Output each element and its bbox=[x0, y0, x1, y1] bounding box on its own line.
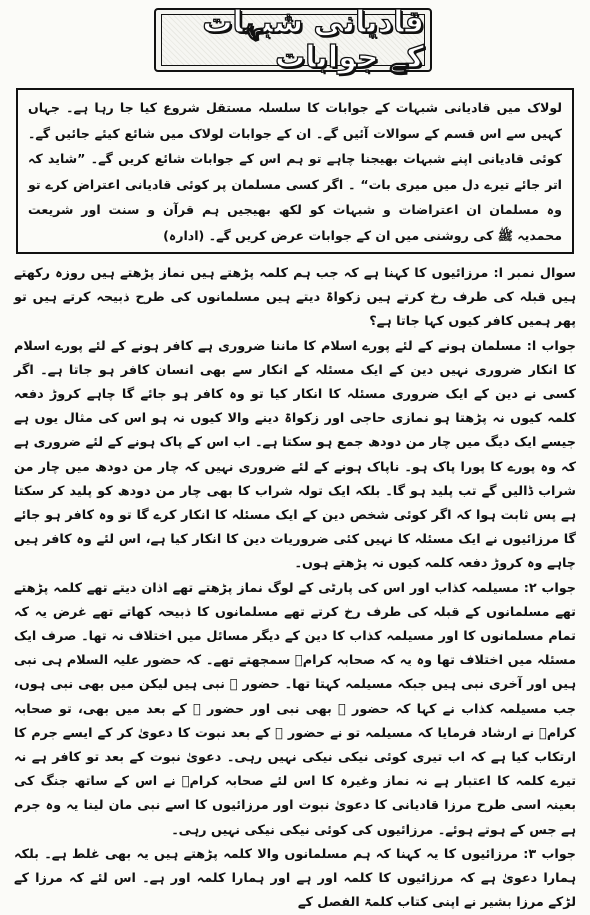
editorial-note-text: لولاک میں قادیانی شبہات کے جوابات کا سلسلہ مستقل شروع کیا جا رہا ہے۔ جہاں کہیں سے اس قسم کے سوالات آئیں گے۔ ان کے جوابات لولاک میں شائع کیئے جائیں گے۔ کوئی قادیانی اپنے شبہات بھیجنا چاہے تو ہم اس کے جوابات شائع کریں گے۔ ”شاید کہ اتر جائے تیرے دل میں میری بات“ ۔ اگر کسی مسلمان پر کوئی قادیانی اعتراض کرے تو وہ مسلمان ان اعتراضات و شبہات کو لکھ بھیجیں ہم قرآن و سنت اور شریعت محمدیہ ﷺ کی روشنی میں ان کے جوابات عرض کریں گے۔ (ادارہ) bbox=[28, 100, 562, 243]
title-frame-inner bbox=[161, 5, 425, 75]
question-1: سوال نمبر ا: مرزائیوں کا کہنا ہے کہ جب ہم کلمہ پڑھتے ہیں نماز پڑھتے ہیں روزہ رکھتے ہیں قبلہ کی طرف رخ کرتے ہیں زکواۃ دیتے ہیں مسلمانوں کی طرح ذبیحہ کرتے ہیں تو پھر ہمیں کافر کیوں کہا جاتا ہے؟ bbox=[14, 266, 576, 330]
answer-1: جواب ا: مسلمان ہونے کے لئے پورے اسلام کا ماننا ضروری ہے کافر ہونے کے لئے پورے اسلام کا انکار ضروری نہیں دین کے ایک مسئلہ کے انکار سے بھی انسان کافر ہو جاتا ہے۔ اگر کسی نے دین کے ایک ضروری مسئلہ کا انکار کیا تو وہ کافر ہو جائے گا چاہے کروڑ دفعہ کلمہ کیوں نہ پڑھتا ہو نمازی حاجی اور زکواۃ دینے والا کیوں نہ ہو اس کی مثال یوں ہے جیسے ایک دیگ میں چار من دودھ جمع ہو سکتا ہے۔ اب اس کے پاک ہونے کے لئے ضروری ہے کہ وہ پورے کا پورا پاک ہو۔ ناپاک ہونے کے لئے ضروری نہیں کہ چار من دودھ میں چار من شراب ڈالیں گے تب پلید ہو گا۔ بلکہ ایک تولہ شراب کا بھی چار من دودھ کو پلید کر سکتا ہے پس ثابت ہوا کہ اگر کوئی شخص دین کے ایک مسئلہ کا انکار کرے گا تو وہ کافر ہو جائے گا مرزائیوں نے ایک مسئلہ کا نہیں کئی ضروریات دین کا انکار کیا ہے، اس لئے وہ کافر ہیں چاہے وہ کروڑ دفعہ کلمہ کیوں نہ پڑھتے ہوں۔ bbox=[14, 338, 576, 572]
page-title: قادیانی شبہات کے جوابات bbox=[202, 5, 424, 75]
answer-2: جواب ۲: مسیلمہ کذاب اور اس کی پارٹی کے لوگ نماز پڑھتے تھے اذان دیتے تھے کلمہ پڑھتے تھے مسلمانوں کے قبلہ کی طرف رخ کرتے تھے مسلمانوں کا ذبیحہ کھاتے تھے غرض یہ کہ تمام مسلمانوں کا اور مسیلمہ کذاب کا دین کے دیگر مسائل میں اختلاف نہ تھا۔ صرف ایک مسئلہ میں اختلاف تھا وہ یہ کہ صحابہ کرامؓ سمجھتے تھے۔ کہ حضور علیہ السلام ہی نبی ہیں اور آخری نبی ہیں جبکہ مسیلمہ کہتا تھا۔ حضور ﷺ نبی ہیں لیکن میں بھی نبی ہوں، جب مسیلمہ کذاب نے کہا کہ حضور ﷺ بھی نبی اور حضور ﷺ کے بعد میں بھی، تو صحابہ کرامؓ نے ارشاد فرمایا کہ مسیلمہ تو نے حضور ﷺ کے بعد نبوت کا دعویٰ کر کے ایسے جرم کا ارتکاب کیا ہے کہ اب تیری کوئی نیکی نیکی نہیں رہی۔ دعویٰ نبوت کے بعد تو کافر ہے نہ تیرے کلمہ کا اعتبار ہے نہ نماز وغیرہ کا اس لئے صحابہ کرامؓ نے اس کے ساتھ جنگ کی بعینہ اسی طرح مرزا قادیانی کا دعویٰ نبوت اور مرزائیوں کا اسے نبی مان لینا یہ وہ جرم ہے جس کے ہوتے ہوئے۔ مرزائیوں کی کوئی نیکی نیکی نہیں رہی۔ bbox=[14, 580, 576, 838]
article-body bbox=[14, 262, 576, 911]
answer-3: جواب ۳: مرزائیوں کا یہ کہنا کہ ہم مسلمانوں والا کلمہ پڑھتے ہیں یہ بھی غلط ہے۔ بلکہ ہمارا دعویٰ ہے کہ مرزائیوں کا کلمہ اور ہے اور ہمارا کلمہ اور ہے۔ اس لئے کہ مرزا کے لڑکے مرزا بشیر نے اپنی کتاب کلمۃ الفصل کے bbox=[14, 846, 576, 911]
editorial-note-box bbox=[16, 88, 574, 254]
title-banner bbox=[154, 5, 432, 75]
